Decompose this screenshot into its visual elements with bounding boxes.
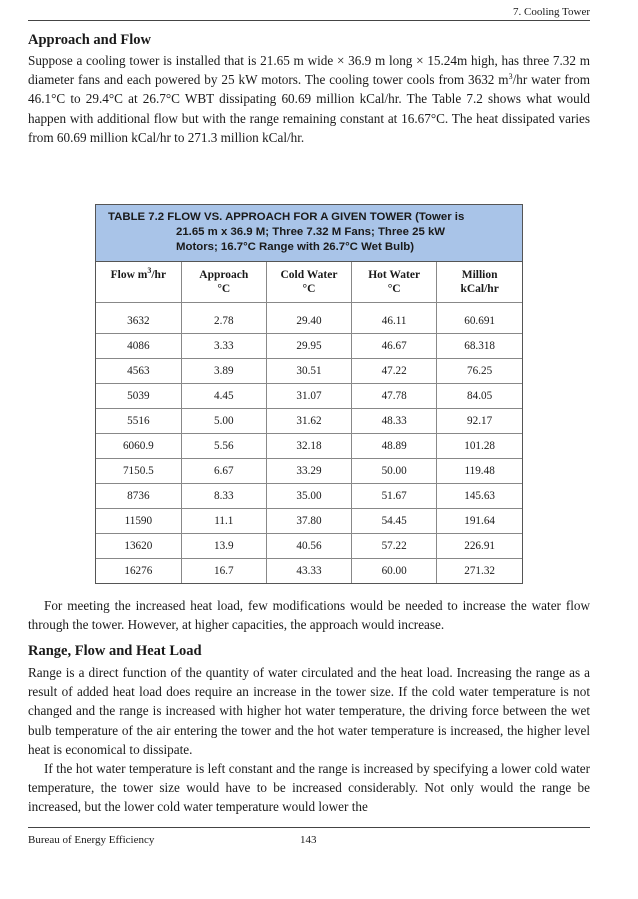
col-header-cold-water-unit: °C [302, 282, 316, 295]
footer-page-number: 143 [300, 834, 317, 846]
cell-hot-water: 46.11 [352, 309, 437, 334]
cell-approach: 16.7 [181, 558, 266, 583]
cell-million-kcal: 76.25 [437, 358, 522, 383]
cell-million-kcal: 92.17 [437, 408, 522, 433]
col-header-flow-unit: /hr [151, 268, 167, 281]
cell-flow: 11590 [96, 508, 181, 533]
table-row [96, 533, 522, 558]
col-header-flow-sup: 3 [147, 265, 152, 275]
cell-hot-water: 51.67 [352, 483, 437, 508]
col-header-flow [96, 262, 181, 303]
cell-approach: 5.00 [181, 408, 266, 433]
cell-cold-water: 33.29 [266, 458, 351, 483]
cell-hot-water: 48.33 [352, 408, 437, 433]
cell-million-kcal: 191.64 [437, 508, 522, 533]
table-header-row [96, 262, 522, 303]
cell-hot-water: 47.22 [352, 358, 437, 383]
cell-million-kcal: 145.63 [437, 483, 522, 508]
cell-million-kcal: 60.691 [437, 309, 522, 334]
cell-approach: 6.67 [181, 458, 266, 483]
cell-flow: 5516 [96, 408, 181, 433]
col-header-million-unit: kCal/hr [460, 282, 499, 295]
cell-flow: 4563 [96, 358, 181, 383]
col-header-approach [181, 262, 266, 303]
table-row [96, 508, 522, 533]
cell-approach: 3.33 [181, 333, 266, 358]
data-table [96, 262, 522, 583]
col-header-hot-water [352, 262, 437, 303]
footer-publisher: Bureau of Energy Efficiency [28, 834, 155, 846]
cell-hot-water: 48.89 [352, 433, 437, 458]
para-text-2: /hr water from 46.1°C to 29.4°C at 26.7°C WBT dissipating 60.69 million kCal/hr. The Table 7.2 shows what would happen with additional flow but with the range remaining constant at 16.67°C. The heat dissipated varies from 60.69 million kCal/hr to 271.3 million kCal/hr. [28, 72, 590, 145]
cell-million-kcal: 68.318 [437, 333, 522, 358]
cell-flow: 4086 [96, 333, 181, 358]
cell-hot-water: 57.22 [352, 533, 437, 558]
header-rule [28, 20, 590, 21]
table-row [96, 358, 522, 383]
cell-hot-water: 47.78 [352, 383, 437, 408]
cell-approach: 2.78 [181, 309, 266, 334]
cell-approach: 3.89 [181, 358, 266, 383]
cell-approach: 8.33 [181, 483, 266, 508]
col-header-approach-unit: °C [217, 282, 231, 295]
cell-cold-water: 32.18 [266, 433, 351, 458]
table-row [96, 309, 522, 334]
paragraph-approach-intro [28, 51, 590, 147]
cell-approach: 11.1 [181, 508, 266, 533]
cell-approach: 4.45 [181, 383, 266, 408]
table-title-line-2: 21.65 m x 36.9 M; Three 7.32 M Fans; Three 25 kW [176, 226, 446, 239]
col-header-hot-water-unit: °C [387, 282, 401, 295]
table-row [96, 383, 522, 408]
cell-million-kcal: 101.28 [437, 433, 522, 458]
cell-cold-water: 31.62 [266, 408, 351, 433]
cell-hot-water: 50.00 [352, 458, 437, 483]
table-row [96, 483, 522, 508]
cell-cold-water: 30.51 [266, 358, 351, 383]
col-header-cold-water [266, 262, 351, 303]
cell-cold-water: 31.07 [266, 383, 351, 408]
cell-million-kcal: 119.48 [437, 458, 522, 483]
heading-range-flow-heat-load: Range, Flow and Heat Load [28, 643, 202, 659]
table-row [96, 433, 522, 458]
cell-million-kcal: 226.91 [437, 533, 522, 558]
cell-cold-water: 43.33 [266, 558, 351, 583]
cell-flow: 5039 [96, 383, 181, 408]
table-row [96, 458, 522, 483]
table-row [96, 333, 522, 358]
table-title-line-3: Motors; 16.7°C Range with 26.7°C Wet Bulb) [176, 241, 415, 254]
paragraph-range-1: Range is a direct function of the quantity of water circulated and the heat load. Increasing the range as a result of added heat load does require an increase in the tower size. If the cold water temperature is not changed and the range is increased with higher hot water temperature, the driving force between the wet bulb temperature of the air entering the tower and the hot water temperature is increased, the higher level heat is economical to dissipate. [28, 665, 590, 757]
table-title-line-1: TABLE 7.2 FLOW VS. APPROACH FOR A GIVEN TOWER (Tower is [108, 211, 465, 223]
table-row [96, 408, 522, 433]
cell-cold-water: 35.00 [266, 483, 351, 508]
footer-rule [28, 827, 590, 828]
cell-hot-water: 46.67 [352, 333, 437, 358]
cell-flow: 13620 [96, 533, 181, 558]
col-header-million [437, 262, 522, 303]
cell-million-kcal: 271.32 [464, 564, 495, 577]
table-row [96, 558, 522, 583]
cell-flow: 8736 [96, 483, 181, 508]
superscript-3: 3 [508, 72, 513, 82]
cell-hot-water: 60.00 [352, 558, 437, 583]
cell-flow: 3632 [96, 309, 181, 334]
col-header-hot-water-text: Hot Water [368, 268, 421, 281]
table-body [96, 309, 522, 583]
paragraph-after-table: For meeting the increased heat load, few modifications would be needed to increase the water flow through the tower. However, at higher capacities, the approach would increase. [28, 598, 590, 633]
cell-cold-water: 29.40 [266, 309, 351, 334]
cell-approach: 5.56 [181, 433, 266, 458]
cell-flow: 16276 [96, 558, 181, 583]
para-text-1: Suppose a cooling tower is installed that is 21.65 m wide × 36.9 m long × 15.24m high, has three 7.32 m diameter fans and each powered by 25 kW motors. The cooling tower cools from 3632 m [28, 53, 590, 88]
paragraph-range-2: If the hot water temperature is left constant and the range is increased by specifying a lower cold water temperature, the tower size would have to be increased considerably. Not only would the range be increased, but the lower cold water temperature would lower the [28, 761, 590, 815]
heading-approach-and-flow: Approach and Flow [28, 32, 152, 48]
table-title [96, 205, 522, 262]
cell-approach: 13.9 [181, 533, 266, 558]
col-header-flow-text: Flow m [110, 268, 148, 281]
col-header-cold-water-text: Cold Water [280, 268, 338, 281]
cell-hot-water: 54.45 [352, 508, 437, 533]
cell-flow: 6060.9 [96, 433, 181, 458]
cell-flow: 7150.5 [96, 458, 181, 483]
cell-cold-water: 29.95 [266, 333, 351, 358]
col-header-million-text: Million [461, 268, 498, 281]
cell-cold-water: 40.56 [266, 533, 351, 558]
cell-cold-water: 37.80 [266, 508, 351, 533]
col-header-approach-text: Approach [199, 268, 249, 281]
table-flow-vs-approach [95, 204, 523, 584]
running-header: 7. Cooling Tower [513, 6, 590, 18]
cell-million-kcal: 84.05 [437, 383, 522, 408]
